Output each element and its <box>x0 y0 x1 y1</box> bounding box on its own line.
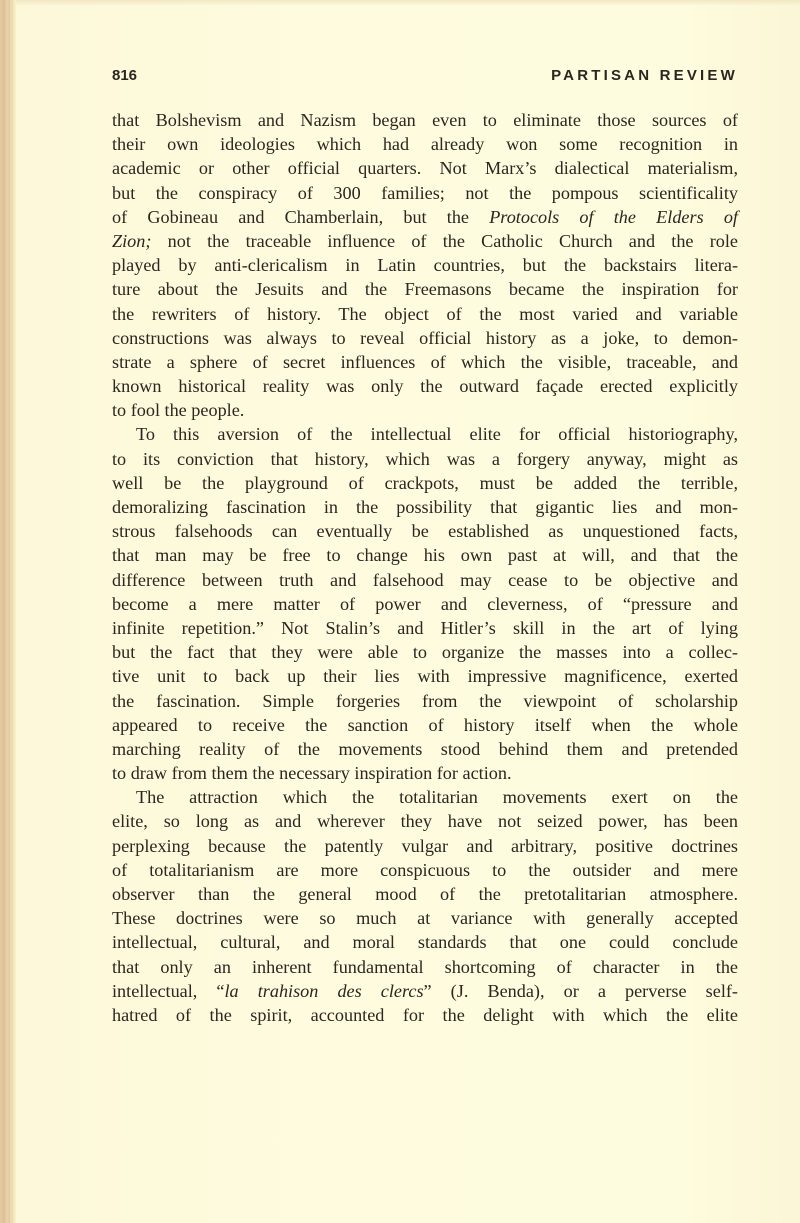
line-text: ture about the Jesuits and the Freemasons became the inspiration for <box>112 279 738 300</box>
text-line <box>112 616 738 640</box>
line-text: demoralizing fascination in the possibility that gigantic lies and mon- <box>112 497 738 517</box>
binding-line <box>10 0 12 1223</box>
text-line <box>112 761 738 785</box>
italic-title: Zion; <box>112 230 152 251</box>
text-line <box>112 181 738 205</box>
line-text: These doctrines were so much at variance with generally accepted <box>112 908 738 929</box>
text-line <box>112 809 738 833</box>
line-text: well be the playground of crackpots, must be added the terrible, <box>112 472 738 493</box>
line-text: their own ideologies which had already won some recognition in <box>112 134 738 155</box>
line-text: of Gobineau and Chamberlain, but the <box>112 206 490 227</box>
text-line <box>112 302 738 326</box>
text-line <box>112 422 738 446</box>
italic-title: Protocols of the Elders of <box>489 206 738 227</box>
text-line <box>112 640 738 664</box>
line-text: strate a sphere of secret influences of which the visible, traceable, and <box>112 351 738 372</box>
text-line <box>112 689 738 713</box>
line-text: intellectual, “ <box>112 980 225 1001</box>
text-line <box>112 543 738 567</box>
line-text: not the traceable influence of the Catholic Church and the role <box>151 230 738 251</box>
line-text: that Bolshevism and Nazism began even to eliminate those sources of <box>112 110 738 130</box>
line-text: intellectual, cultural, and moral standards that one could conclude <box>112 932 738 953</box>
line-text: observer than the general mood of the pretotalitarian atmosphere. <box>112 884 738 904</box>
line-text: marching reality of the movements stood behind them and pretended <box>112 738 738 759</box>
running-head <box>112 64 738 86</box>
line-text: perplexing because the patently vulgar and arbitrary, positive doctrines <box>112 835 738 856</box>
line-text: known historical reality was only the outward façade erected explicitly <box>112 376 738 397</box>
line-text: that only an inherent fundamental shortcoming of character in the <box>112 956 738 977</box>
text-line <box>112 785 738 809</box>
journal-title: PARTISAN REVIEW <box>551 67 738 84</box>
text-line <box>112 834 738 858</box>
line-text: but the conspiracy of 300 families; not the pompous scientificality <box>112 182 738 203</box>
text-line <box>112 253 738 277</box>
text-line <box>112 447 738 471</box>
text-line <box>112 108 738 132</box>
line-text: difference between truth and falsehood may cease to be objective and <box>112 569 738 590</box>
text-line <box>112 737 738 761</box>
text-line <box>112 277 738 301</box>
text-line <box>112 882 738 906</box>
line-text: played by anti-clericalism in Latin countries, but the backstairs litera- <box>112 255 738 276</box>
line-text: that man may be free to change his own past at will, and that the <box>112 545 738 566</box>
text-line <box>112 930 738 954</box>
text-line <box>112 374 738 398</box>
line-text: to fool the people. <box>112 400 245 421</box>
text-line <box>112 664 738 688</box>
line-text: ” (J. Benda), or a perverse self- <box>423 980 738 1001</box>
text-line <box>112 398 738 422</box>
text-line <box>112 955 738 979</box>
line-text: the fascination. Simple forgeries from the viewpoint of scholarship <box>112 690 738 711</box>
line-text: elite, so long as and wherever they have not seized power, has been <box>112 811 738 832</box>
text-line <box>112 156 738 180</box>
line-text: academic or other official quarters. Not Marx’s dialectical materialism, <box>112 158 738 179</box>
text-line <box>112 592 738 616</box>
italic-title: la trahison des clercs <box>224 980 424 1001</box>
line-text: but the fact that they were able to organize the masses into a collec- <box>112 642 738 663</box>
page-number: 816 <box>112 67 138 84</box>
text-line <box>112 495 738 519</box>
line-text: appeared to receive the sanction of history itself when the whole <box>112 714 738 735</box>
line-text: of totalitarianism are more conspicuous to the outsider and mere <box>112 859 738 880</box>
line-text: to its conviction that history, which was a forgery anyway, might as <box>112 448 738 469</box>
line-text: constructions was always to reveal official history as a joke, to demon- <box>112 327 738 348</box>
line-text: to draw from them the necessary inspiration for action. <box>112 763 512 784</box>
page-binding-edge <box>0 0 16 1223</box>
line-text: The attraction which the totalitarian movements exert on the <box>136 787 738 808</box>
text-line <box>112 471 738 495</box>
line-text: the rewriters of history. The object of the most varied and variable <box>112 303 738 324</box>
text-line <box>112 519 738 543</box>
line-text: become a mere matter of power and cleverness, of “pressure and <box>112 593 738 614</box>
text-line <box>112 906 738 930</box>
text-line <box>112 979 738 1003</box>
body-text <box>112 108 738 1027</box>
text-line <box>112 132 738 156</box>
text-line <box>112 568 738 592</box>
line-text: To this aversion of the intellectual elite for official historiography, <box>136 424 738 445</box>
line-text: strous falsehoods can eventually be established as unquestioned facts, <box>112 521 738 542</box>
text-line <box>112 1003 738 1027</box>
text-line <box>112 858 738 882</box>
top-shadow <box>0 0 800 6</box>
text-line <box>112 326 738 350</box>
line-text: infinite repetition.” Not Stalin’s and Hitler’s skill in the art of lying <box>112 617 738 638</box>
text-line <box>112 205 738 229</box>
text-line <box>112 713 738 737</box>
line-text: hatred of the spirit, accounted for the delight with which the elite <box>112 1004 738 1025</box>
text-line <box>112 229 738 253</box>
text-line <box>112 350 738 374</box>
line-text: tive unit to back up their lies with impressive magnificence, exerted <box>112 666 738 687</box>
